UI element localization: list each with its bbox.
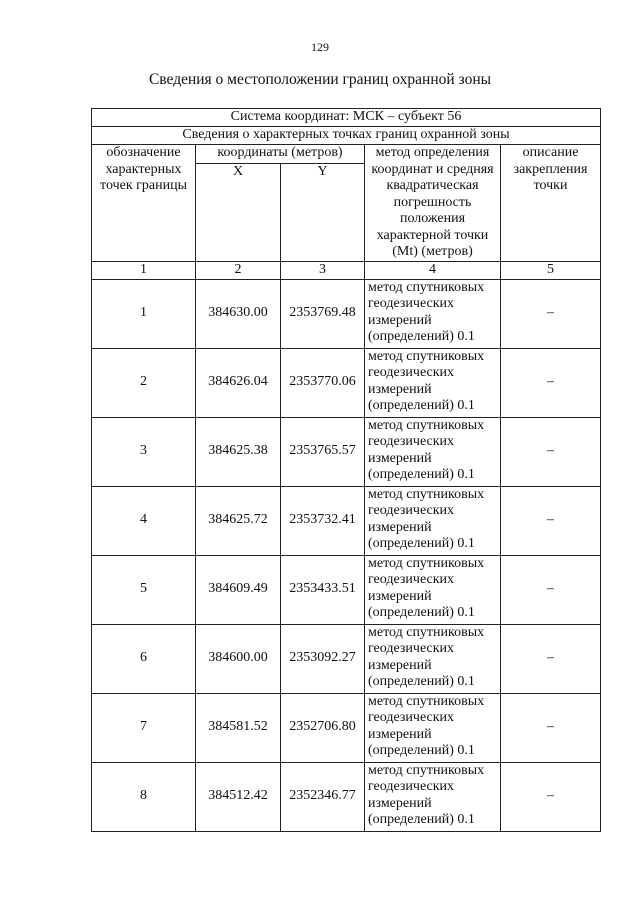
x-cell: 384625.38 bbox=[196, 417, 281, 486]
y-cell: 2352706.80 bbox=[281, 693, 365, 762]
x-cell: 384626.04 bbox=[196, 348, 281, 417]
description-cell: – bbox=[501, 348, 601, 417]
column-number: 5 bbox=[501, 261, 601, 279]
point-cell: 6 bbox=[92, 624, 196, 693]
description-cell: – bbox=[501, 624, 601, 693]
column-number: 3 bbox=[281, 261, 365, 279]
table-row bbox=[92, 762, 601, 831]
method-cell: метод спутниковых геодезических измерений (определений) 0.1 bbox=[365, 279, 501, 348]
method-cell: метод спутниковых геодезических измерений (определений) 0.1 bbox=[365, 624, 501, 693]
method-cell: метод спутниковых геодезических измерений (определений) 0.1 bbox=[365, 693, 501, 762]
coordinates-header: координаты (метров) bbox=[196, 145, 365, 164]
point-cell: 8 bbox=[92, 762, 196, 831]
method-cell: метод спутниковых геодезических измерений (определений) 0.1 bbox=[365, 348, 501, 417]
description-cell: – bbox=[501, 417, 601, 486]
table-row bbox=[92, 693, 601, 762]
point-cell: 2 bbox=[92, 348, 196, 417]
method-cell: метод спутниковых геодезических измерений (определений) 0.1 bbox=[365, 417, 501, 486]
description-cell: – bbox=[501, 693, 601, 762]
description-cell: – bbox=[501, 555, 601, 624]
point-cell: 3 bbox=[92, 417, 196, 486]
table-row bbox=[92, 417, 601, 486]
table-row bbox=[92, 348, 601, 417]
column-number: 1 bbox=[92, 261, 196, 279]
point-cell: 5 bbox=[92, 555, 196, 624]
y-cell: 2353433.51 bbox=[281, 555, 365, 624]
x-header: X bbox=[196, 163, 281, 261]
table-caption: Сведения о характерных точках границ охранной зоны bbox=[92, 127, 601, 145]
boundary-points-table bbox=[91, 108, 601, 832]
y-cell: 2353769.48 bbox=[281, 279, 365, 348]
page-title: Сведения о местоположении границ охранной зоны bbox=[148, 71, 492, 88]
y-cell: 2353092.27 bbox=[281, 624, 365, 693]
point-cell: 7 bbox=[92, 693, 196, 762]
method-header: метод определения координат и средняя квадратическая погрешность положения характерной точки (Mt) (метров) bbox=[365, 145, 501, 262]
x-cell: 384512.42 bbox=[196, 762, 281, 831]
y-cell: 2353732.41 bbox=[281, 486, 365, 555]
y-header: Y bbox=[281, 163, 365, 261]
method-cell: метод спутниковых геодезических измерений (определений) 0.1 bbox=[365, 486, 501, 555]
table-row bbox=[92, 486, 601, 555]
x-cell: 384625.72 bbox=[196, 486, 281, 555]
description-header: описание закрепления точки bbox=[501, 145, 601, 262]
method-cell: метод спутниковых геодезических измерений (определений) 0.1 bbox=[365, 762, 501, 831]
x-cell: 384609.49 bbox=[196, 555, 281, 624]
table-row bbox=[92, 279, 601, 348]
y-cell: 2353770.06 bbox=[281, 348, 365, 417]
description-cell: – bbox=[501, 762, 601, 831]
table-row bbox=[92, 555, 601, 624]
coordinate-system-header: Система координат: МСК – субъект 56 bbox=[92, 109, 601, 127]
x-cell: 384600.00 bbox=[196, 624, 281, 693]
y-cell: 2353765.57 bbox=[281, 417, 365, 486]
designation-header: обозначение характерных точек границы bbox=[92, 145, 196, 262]
column-number: 4 bbox=[365, 261, 501, 279]
method-cell: метод спутниковых геодезических измерений (определений) 0.1 bbox=[365, 555, 501, 624]
x-cell: 384630.00 bbox=[196, 279, 281, 348]
x-cell: 384581.52 bbox=[196, 693, 281, 762]
table-row bbox=[92, 624, 601, 693]
page-number: 129 bbox=[311, 40, 329, 54]
column-number: 2 bbox=[196, 261, 281, 279]
description-cell: – bbox=[501, 486, 601, 555]
point-cell: 4 bbox=[92, 486, 196, 555]
y-cell: 2352346.77 bbox=[281, 762, 365, 831]
description-cell: – bbox=[501, 279, 601, 348]
point-cell: 1 bbox=[92, 279, 196, 348]
